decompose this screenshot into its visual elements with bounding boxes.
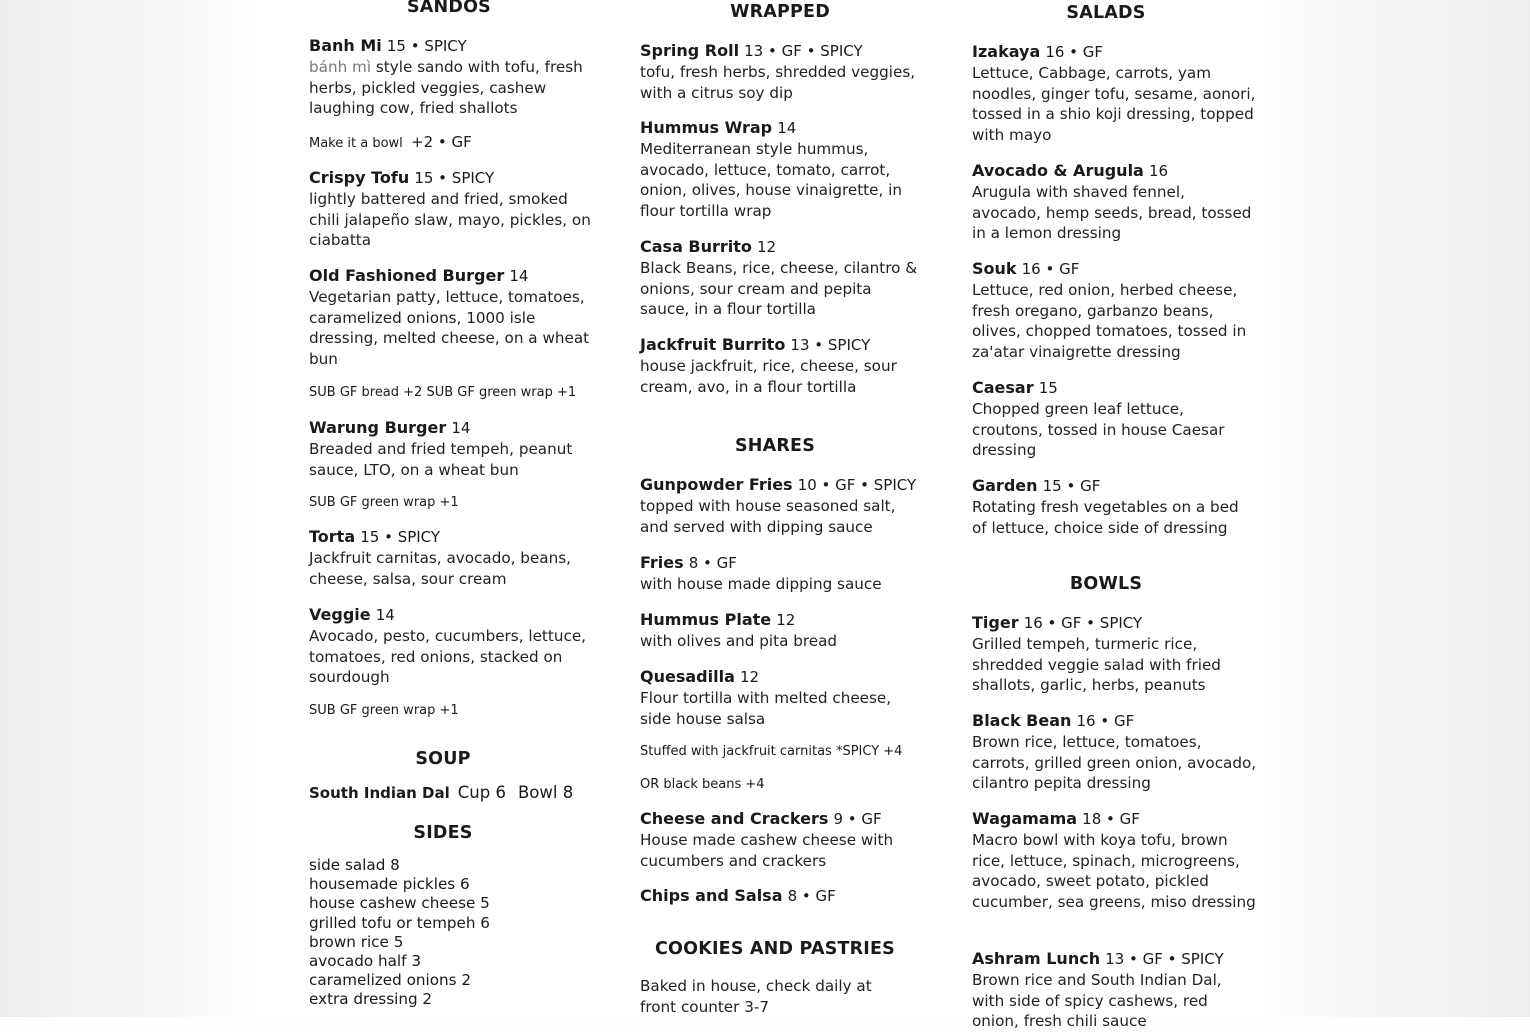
item-desc: style sando with tofu, fresh herbs, pickled veggies, cashew laughing cow, fried shallots — [309, 58, 583, 117]
side-item: brown rice 5 — [309, 932, 404, 951]
page-shadow-left — [0, 0, 255, 1017]
item-desc: Rotating fresh vegetables on a bed of lettuce, choice side of dressing — [972, 498, 1239, 537]
item-desc: Lettuce, red onion, herbed cheese, fresh oregano, garbanzo beans, olives, chopped tomatoes, tossed in za'atar vinaigrette dressing — [972, 281, 1247, 361]
side-item: side salad 8 — [309, 856, 400, 874]
section-heading-sandos: SANDOS — [406, 0, 491, 17]
side-item: avocado half 3 — [309, 952, 421, 971]
section-heading-sides: SIDES — [413, 823, 473, 843]
item-name: Izakaya — [972, 42, 1041, 61]
soup-name: South Indian Dal — [309, 784, 450, 802]
item-name: Old Fashioned Burger — [309, 266, 505, 285]
menu-item-fries — [640, 552, 925, 595]
item-name: Black Bean — [972, 711, 1072, 730]
item-meta: 13 • GF • SPICY — [1105, 950, 1224, 968]
menu-item-black-bean — [972, 710, 1257, 794]
item-desc: Mediterranean style hummus, avocado, lettuce, tomato, carrot, onion, olives, house vinaigrette, in flour tortilla wrap — [640, 140, 902, 220]
item-meta: 15 • GF — [1042, 477, 1101, 495]
item-meta: 14 — [375, 606, 395, 624]
item-meta: 18 • GF — [1082, 810, 1140, 828]
menu-item-veggie — [309, 604, 594, 688]
item-name: Garden — [972, 476, 1038, 495]
item-meta: 8 • GF — [688, 554, 737, 572]
item-name: Torta — [309, 527, 356, 546]
side-item: grilled tofu or tempeh 6 — [309, 913, 490, 932]
page-shadow-right — [1260, 0, 1530, 1017]
menu-item-caesar — [972, 377, 1257, 461]
item-desc: house jackfruit, rice, cheese, sour cream, avo, in a flour tortilla — [640, 357, 897, 396]
menu-item-casa-burrito — [640, 236, 925, 320]
item-meta: 16 • GF — [1045, 43, 1104, 61]
menu-item-old-fashioned-burger — [309, 265, 594, 369]
item-meta: 12 — [776, 611, 796, 629]
item-name: Hummus Plate — [640, 610, 772, 629]
item-name: Veggie — [309, 605, 371, 624]
item-name: Wagamama — [972, 809, 1078, 828]
bowl-option-text: Make it a bowl — [309, 136, 403, 151]
bowl-option-price: +2 • GF — [411, 133, 472, 151]
item-desc: Black Beans, rice, cheese, cilantro & onions, sour cream and pepita sauce, in a flour tortilla — [640, 259, 918, 318]
soup-bowl-price: Bowl 8 — [517, 783, 574, 802]
item-name: Hummus Wrap — [640, 118, 773, 137]
item-meta: 16 — [1148, 162, 1169, 180]
item-name: Warung Burger — [309, 418, 447, 437]
item-meta: 12 — [757, 238, 777, 256]
item-desc: Vegetarian patty, lettuce, tomatoes, caramelized onions, 1000 isle dressing, melted cheese, on a wheat bun — [309, 288, 590, 368]
soup-cup-price: Cup 6 — [457, 783, 506, 802]
item-meta: 13 • GF • SPICY — [744, 42, 863, 60]
menu-item-jackfruit-burrito — [640, 334, 925, 397]
item-name: Tiger — [972, 613, 1019, 632]
item-meta: 8 • GF — [787, 887, 836, 905]
menu-item-souk — [972, 258, 1257, 362]
quesadilla-beans-note: OR black beans +4 — [640, 777, 765, 792]
item-meta: 14 — [509, 267, 529, 285]
item-desc: Chopped green leaf lettuce, croutons, tossed in house Caesar dressing — [972, 400, 1225, 459]
item-meta: 14 — [777, 119, 797, 137]
item-name: Crispy Tofu — [309, 168, 410, 187]
warung-sub-note: SUB GF green wrap +1 — [309, 495, 459, 510]
menu-item-wagamama — [972, 808, 1257, 912]
menu-item-garden — [972, 475, 1257, 538]
item-meta: 15 — [1038, 379, 1058, 397]
item-name: Quesadilla — [640, 667, 735, 686]
menu-item-hummus-wrap — [640, 117, 925, 221]
cookies-note — [640, 976, 925, 1017]
item-meta: 13 • SPICY — [790, 336, 871, 354]
item-desc: with house made dipping sauce — [640, 575, 882, 593]
item-desc: Breaded and fried tempeh, peanut sauce, LTO, on a wheat bun — [309, 440, 573, 479]
menu-item-avocado-arugula — [972, 160, 1257, 244]
side-item: caramelized onions 2 — [309, 971, 472, 990]
menu-item-warung-burger — [309, 417, 594, 480]
side-item: housemade pickles 6 — [309, 875, 470, 894]
item-meta: 12 — [739, 668, 760, 686]
item-meta: 10 • GF • SPICY — [797, 476, 917, 494]
section-heading-soup: SOUP — [415, 749, 471, 769]
item-meta: 15 • SPICY — [414, 169, 495, 187]
item-desc: Jackfruit carnitas, avocado, beans, cheese, salsa, sour cream — [309, 549, 571, 588]
item-meta: 14 — [451, 419, 471, 437]
item-desc: Arugula with shaved fennel, avocado, hemp seeds, bread, tossed in a lemon dressing — [972, 183, 1252, 242]
item-desc: tofu, fresh herbs, shredded veggies, with a citrus soy dip — [640, 63, 916, 102]
item-name: Banh Mi — [309, 36, 382, 55]
item-meta: 16 • GF • SPICY — [1023, 614, 1143, 632]
item-meta: 15 • SPICY — [360, 528, 441, 546]
menu-item-tiger — [972, 612, 1257, 696]
soup-item — [309, 782, 573, 804]
section-heading-wrapped: WRAPPED — [730, 2, 830, 22]
item-meta: 16 • GF — [1076, 712, 1135, 730]
menu-item-hummus-plate — [640, 609, 925, 652]
section-heading-bowls: BOWLS — [1069, 574, 1143, 594]
menu-item-torta — [309, 526, 594, 589]
item-meta: 16 • GF — [1021, 260, 1080, 278]
item-name: Spring Roll — [640, 41, 740, 60]
item-desc: Lettuce, Cabbage, carrots, yam noodles, ginger tofu, sesame, aonori, tossed in a shio koji dressing, topped with mayo — [972, 64, 1256, 144]
item-desc: Brown rice and South Indian Dal, with side of spicy cashews, red onion, fresh chili sauce — [972, 971, 1222, 1030]
sides-list — [309, 856, 490, 1010]
item-name: Souk — [972, 259, 1017, 278]
item-name: Fries — [640, 553, 684, 572]
section-heading-cookies: COOKIES AND PASTRIES — [655, 939, 895, 959]
item-name: Avocado & Arugula — [972, 161, 1144, 180]
menu-item-chips-and-salsa — [640, 885, 925, 907]
side-item: extra dressing 2 — [309, 990, 433, 1009]
bowl-option-note — [309, 134, 472, 152]
section-heading-salads: SALADS — [1066, 3, 1146, 23]
menu-item-banh-mi — [309, 35, 594, 119]
item-desc: Brown rice, lettuce, tomatoes, carrots, grilled green onion, avocado, cilantro pepita dressing — [972, 733, 1257, 792]
item-meta: 15 • SPICY — [386, 37, 467, 55]
item-desc: Macro bowl with koya tofu, brown rice, lettuce, spinach, microgreens, avocado, sweet potato, pickled cucumber, sea greens, miso dressing — [972, 831, 1256, 911]
item-name: Ashram Lunch — [972, 949, 1101, 968]
item-desc: Avocado, pesto, cucumbers, lettuce, tomatoes, red onions, stacked on sourdough — [309, 627, 586, 686]
menu-item-cheese-and-crackers — [640, 808, 925, 871]
item-name: Jackfruit Burrito — [640, 335, 786, 354]
quesadilla-stuffed-note: Stuffed with jackfruit carnitas *SPICY +4 — [640, 744, 903, 759]
menu-item-spring-roll — [640, 40, 925, 103]
item-desc-accent: bánh mì — [309, 58, 372, 76]
menu-item-ashram-lunch — [972, 948, 1257, 1032]
menu-item-quesadilla — [640, 666, 925, 729]
item-desc: lightly battered and fried, smoked chili jalapeño slaw, mayo, pickles, on ciabatta — [309, 190, 591, 249]
burger-sub-note: SUB GF bread +2 SUB GF green wrap +1 — [309, 385, 577, 400]
item-meta: 9 • GF — [833, 810, 882, 828]
item-name: Gunpowder Fries — [640, 475, 793, 494]
item-desc: Grilled tempeh, turmeric rice, shredded veggie salad with fried shallots, garlic, herbs, peanuts — [972, 635, 1221, 694]
item-name: Chips and Salsa — [640, 886, 783, 905]
menu-item-gunpowder-fries — [640, 474, 925, 537]
item-name: Caesar — [972, 378, 1034, 397]
item-desc: topped with house seasoned salt, and served with dipping sauce — [640, 497, 896, 536]
item-desc: Flour tortilla with melted cheese, side house salsa — [640, 689, 892, 728]
item-desc: House made cashew cheese with cucumbers and crackers — [640, 831, 894, 870]
menu-item-izakaya — [972, 41, 1257, 145]
item-name: Casa Burrito — [640, 237, 752, 256]
side-item: house cashew cheese 5 — [309, 894, 490, 913]
item-desc: with olives and pita bread — [640, 632, 838, 650]
cookies-desc: Baked in house, check daily at front counter 3-7 — [640, 977, 872, 1016]
veggie-sub-note: SUB GF green wrap +1 — [309, 703, 459, 718]
item-name: Cheese and Crackers — [640, 809, 829, 828]
section-heading-shares: SHARES — [734, 436, 816, 456]
menu-item-crispy-tofu — [309, 167, 594, 251]
